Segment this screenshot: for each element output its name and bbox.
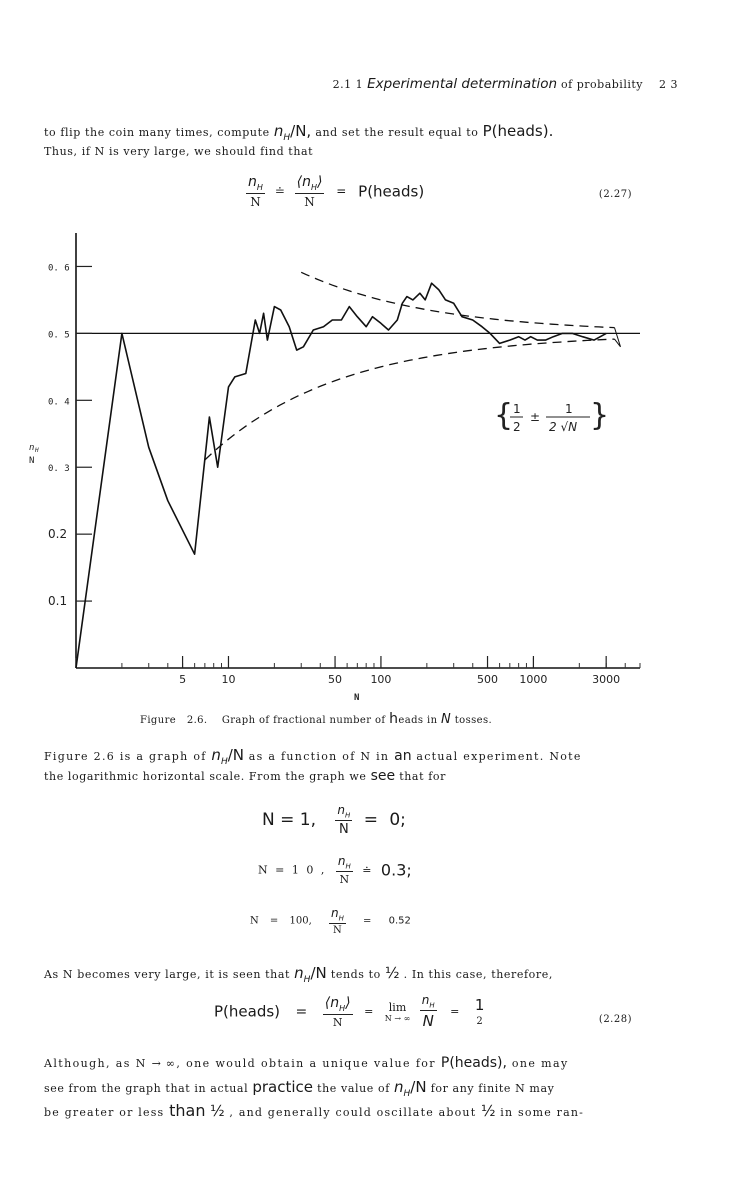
eq228-lhs: P(heads): [214, 1002, 281, 1021]
case1-sub: H: [345, 811, 351, 820]
y-axis-label-num: n: [29, 443, 35, 453]
figure-caption: [140, 711, 492, 727]
eq228-num-close: ⟩: [345, 994, 351, 1011]
para3-var: n: [294, 964, 304, 982]
case2-fraction: [336, 854, 353, 886]
para3-text-c: . In this case, therefore,: [403, 968, 553, 981]
para4-over: /N: [410, 1078, 427, 1096]
page-number: 2 3: [659, 78, 678, 91]
case1-lhs: N = 1,: [262, 810, 316, 831]
x-tick-label: 5: [179, 673, 187, 686]
para4-text-f: for any finite N may: [430, 1082, 555, 1095]
para4-text-d: see from the graph that in actual: [44, 1082, 249, 1095]
para2-over: /N: [227, 746, 244, 764]
caption-text-h: h: [389, 711, 399, 727]
para2-fraction: [211, 746, 244, 767]
para3-text-a: As N becomes very large, it is seen that: [44, 968, 291, 981]
para4-line2: [44, 1078, 636, 1099]
chart-series: [76, 272, 621, 668]
y-tick-label: 0.2: [48, 527, 68, 542]
series-experiment-line: [76, 283, 606, 668]
case1-val: 0;: [389, 810, 406, 831]
x-tick-label: 10: [221, 673, 236, 686]
para4-pheads: P(heads),: [440, 1055, 507, 1071]
para1-line2: Thus, if N is very large, we should find that: [44, 145, 314, 158]
eq228-number: (2.28): [598, 1014, 632, 1025]
eq227-rhs: P(heads): [358, 182, 425, 201]
eq228-lim: lim: [388, 1000, 407, 1014]
eq228-fraction1: [323, 995, 353, 1029]
para4-fraction: [394, 1078, 427, 1099]
eq228-lim-sub: N → ∞: [384, 1013, 411, 1023]
para1-sub: H: [283, 133, 291, 143]
para3-fraction: [294, 964, 327, 985]
case-row-2: [258, 854, 412, 886]
eq228-frac2-sub: H: [429, 1001, 435, 1010]
y-tick-label: 0. 5: [48, 330, 70, 341]
equation-2-28: [214, 993, 486, 1030]
para4-text-h: , and generally could oscillate about: [229, 1106, 477, 1119]
para3-sub: H: [303, 975, 311, 985]
para2-sub: H: [220, 757, 228, 767]
caption-text-mid: eads in: [398, 715, 438, 726]
para4-half2: ½: [481, 1102, 496, 1120]
band-pm: ±: [530, 410, 541, 424]
eq227-lhs-fraction: [246, 174, 265, 209]
eq228-frac2-den: N: [422, 1012, 434, 1031]
case2-rel: ≐: [362, 863, 372, 877]
caption-text-pre: Graph of fractional number of: [221, 715, 386, 726]
para4-text-a: Although, as N: [44, 1057, 147, 1070]
eq227-number: (2.27): [598, 189, 632, 200]
x-axis-label: N: [354, 693, 360, 703]
header-suffix: of probability: [561, 78, 643, 91]
eq227-lhs-num: n: [248, 174, 257, 190]
case1-fraction: [335, 803, 352, 837]
chart-axes: [76, 233, 640, 668]
eq228-half-num: 1: [474, 996, 485, 1015]
running-header: [333, 76, 678, 92]
header-title: Experimental determination: [367, 76, 558, 92]
para2-line2: [44, 768, 636, 784]
y-axis-label-den: N: [29, 456, 35, 466]
para4-var: n: [394, 1078, 404, 1096]
band-brace-close: }: [590, 398, 610, 433]
para4-than: than: [169, 1101, 206, 1120]
para4-line3: [44, 1101, 636, 1120]
eq228-num-sub: H: [339, 1003, 346, 1013]
para4-practice: practice: [252, 1078, 313, 1096]
para1-over: /N,: [290, 122, 312, 140]
band-num2: 1: [565, 402, 573, 416]
y-tick-label: 0.1: [48, 594, 68, 609]
y-tick-label: 0. 3: [48, 464, 70, 475]
case-row-3: [250, 906, 411, 936]
y-tick-label: 0. 6: [48, 263, 70, 274]
para4-arrow: →: [151, 1057, 161, 1070]
header-section: 2.1 1: [332, 78, 364, 91]
eq228-den: N: [332, 1015, 343, 1029]
eq228-half: [473, 996, 487, 1027]
para2-text-a: Figure 2.6 is a graph of: [44, 750, 207, 763]
case2-num: n: [337, 854, 346, 868]
para4-line1: [44, 1055, 636, 1071]
para2-text-d: the logarithmic horizontal scale. From the graph we: [44, 770, 367, 783]
eq228-limit: [385, 1001, 410, 1023]
para4-half: ½: [210, 1102, 225, 1120]
para3-half: ½: [384, 964, 400, 982]
eq228-frac2-num: n: [421, 993, 430, 1007]
eq227-rel: ≐: [274, 184, 285, 199]
chart-ticks: [48, 263, 640, 686]
case3-fraction: [329, 906, 346, 936]
case1-num: n: [337, 803, 346, 817]
eq227-mid-fraction: [295, 174, 325, 209]
eq228-fraction2: [420, 993, 437, 1030]
eq227-mid-den: N: [304, 194, 315, 209]
caption-text-post: tosses.: [454, 715, 493, 726]
series-upper-envelope: [301, 272, 614, 327]
para1-var: n: [273, 122, 284, 140]
para3-line: [44, 964, 636, 985]
para2-text-b: as a function of N in: [248, 750, 390, 763]
caption-label: Figure: [140, 715, 177, 726]
case3-rel: =: [363, 915, 372, 927]
para2-an: an: [394, 748, 412, 764]
eq227-mid-num: ⟨n: [296, 174, 311, 190]
para4-inf: ∞,: [165, 1057, 182, 1070]
para2-var: n: [211, 746, 221, 764]
x-tick-label: 3000: [592, 673, 621, 686]
band-den2: 2 √N: [549, 420, 578, 434]
para2-line1: [44, 746, 636, 767]
x-tick-label: 100: [370, 673, 392, 686]
case1-den: N: [338, 822, 349, 838]
x-tick-label: 50: [328, 673, 343, 686]
para1-line1: [44, 122, 636, 143]
eq228-rel: =: [364, 1005, 374, 1019]
x-tick-label: 1000: [519, 673, 548, 686]
case2-lhs: N = 1 0 ,: [258, 863, 327, 877]
case3-sub: H: [338, 914, 344, 923]
para2-see: see: [370, 768, 396, 784]
para2-text-c: actual experiment. Note: [416, 750, 582, 763]
para2-text-e: that for: [399, 770, 446, 783]
eq227-mid-sub: H: [310, 182, 317, 192]
eq228-eq2: =: [450, 1005, 460, 1019]
eq227-lhs-sub: H: [256, 182, 263, 192]
para1-text-b: and set the result equal to: [315, 126, 479, 139]
eq228-eq: =: [295, 1003, 308, 1020]
series-lower-envelope: [205, 339, 615, 460]
eq228-num: ⟨n: [324, 994, 340, 1011]
case3-val: 0.52: [388, 915, 411, 927]
para3-over: /N: [310, 964, 327, 982]
case3-lhs: N = 100,: [250, 915, 312, 927]
para1-fraction: [273, 122, 312, 143]
case2-den: N: [339, 873, 350, 887]
band-brace-open: {: [494, 398, 514, 433]
x-tick-label: 500: [477, 673, 499, 686]
eq227-mid-close: ⟩: [316, 174, 323, 190]
para4-text-i: in some ran-: [500, 1106, 585, 1119]
eq227-lhs-den: N: [250, 194, 261, 209]
caption-text-n: N: [441, 712, 452, 727]
envelope-pointer: [615, 328, 621, 347]
figure-chart: [0, 225, 746, 705]
y-tick-label: 0. 4: [48, 397, 70, 408]
para4-text-b: one would obtain a unique value for: [186, 1057, 436, 1070]
case3-num: n: [330, 906, 339, 920]
band-num1: 1: [513, 402, 521, 416]
eq228-half-den: 2: [476, 1016, 483, 1028]
para4-text-e: the value of: [317, 1082, 390, 1095]
y-axis-label-sub: H: [35, 447, 39, 454]
para1-pheads: P(heads).: [482, 122, 554, 140]
case-row-1: [262, 803, 406, 837]
para4-text-g: be greater or less: [44, 1106, 165, 1119]
equation-2-27: [246, 174, 424, 209]
case2-val: 0.3;: [380, 860, 412, 880]
band-label: [494, 398, 609, 434]
caption-number: 2.6.: [186, 715, 208, 726]
band-den1: 2: [513, 420, 521, 434]
case1-rel: =: [363, 810, 378, 831]
eq227-eq: =: [336, 184, 347, 199]
para4-sub: H: [403, 1089, 411, 1099]
para1-text-a: to flip the coin many times, compute: [44, 126, 270, 139]
case2-sub: H: [345, 862, 351, 871]
para4-text-c: one may: [511, 1057, 569, 1070]
para3-text-b: tends to: [330, 968, 381, 981]
case3-den: N: [333, 925, 342, 937]
